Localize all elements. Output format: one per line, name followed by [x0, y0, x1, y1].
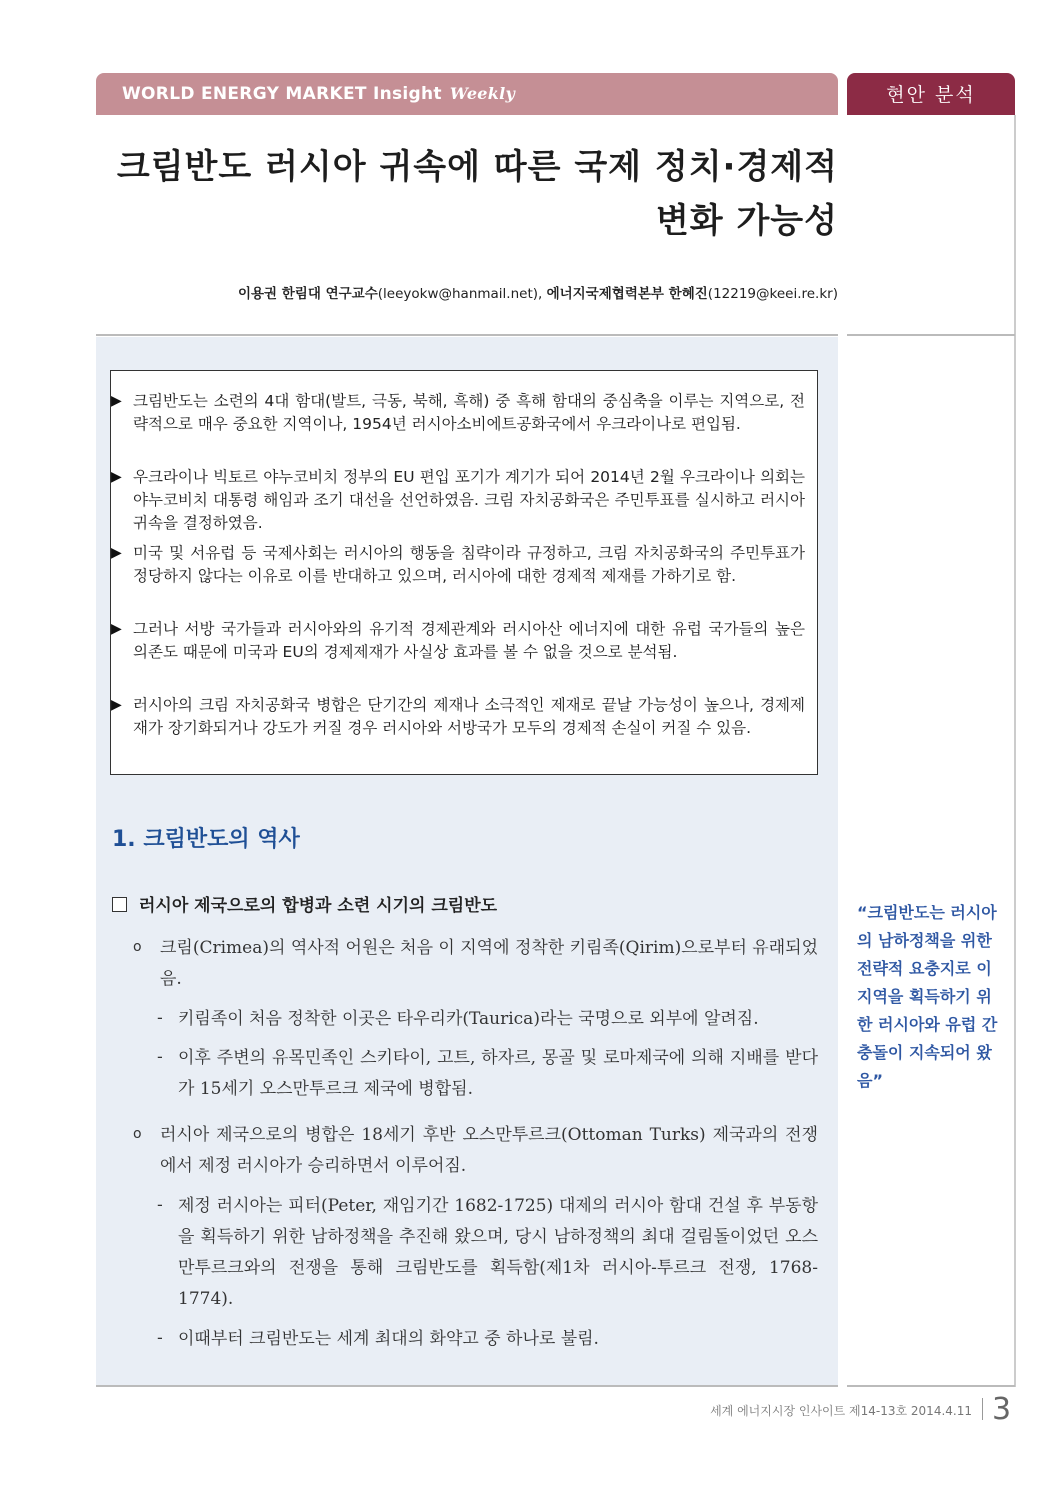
summary-text: 미국 및 서유럽 등 국제사회는 러시아의 행동을 침략이라 규정하고, 크림 자치공화국의 주민투표가 정당하지 않다는 이유로 이를 반대하고 있으며, 러시아에 대한 경제적 제재를 가하기로 함.	[133, 544, 805, 585]
author1-name: 이용권 한림대 연구교수	[237, 286, 378, 302]
dash-bullet-icon: -	[157, 1047, 163, 1066]
summary-item	[111, 542, 805, 588]
publication-title	[122, 84, 515, 104]
summary-item	[111, 390, 805, 436]
page-number: 3	[992, 1392, 1012, 1427]
summary-text: 크림반도는 소련의 4대 함대(발트, 극동, 북해, 흑해) 중 흑해 함대의 중심축을 이루는 지역으로, 전략적으로 매우 중요한 지역이나, 1954년 러시아소비에트공화국에서 우크라이나로 편입됨.	[133, 392, 805, 433]
circle-bullet-icon: o	[133, 1126, 142, 1142]
dash-bullet-icon: -	[157, 1328, 163, 1347]
divider-bottom-right	[847, 1385, 1015, 1387]
footer-issue: 세계 에너지시장 인사이트 제14-13호 2014.4.11	[710, 1404, 972, 1418]
summary-text: 러시아의 크림 자치공화국 병합은 단기간의 제재나 소극적인 제재로 끝날 가능성이 높으나, 경제제재가 장기화되거나 강도가 커질 경우 러시아와 서방국가 모두의 경제적 손실이 커질 수 있음.	[133, 696, 805, 737]
author2-email: (12219@keei.re.kr)	[707, 286, 838, 302]
circle-bullet-icon: o	[133, 939, 142, 955]
author2-name: 에너지국제협력본부 한혜진	[546, 286, 708, 302]
body-subitem: 이후 주변의 유목민족인 스키타이, 고트, 하자르, 몽골 및 로마제국에 의해 지배를 받다가 15세기 오스만투르크 제국에 병합됨.	[178, 1048, 818, 1099]
author-line	[96, 282, 838, 302]
body-subitem: 제정 러시아는 피터(Peter, 재임기간 1682-1725) 대제의 러시아 함대 건설 후 부동항을 획득하기 위한 남하정책을 추진해 왔으며, 당시 남하정책의 최대 걸림돌이었던 오스만투르크와의 전쟁을 통해 크림반도를 획득함(제1차 러시아-투르크 전쟁, 1768-1774).	[178, 1196, 818, 1309]
subsection-text: 러시아 제국으로의 합병과 소련 시기의 크림반도	[139, 896, 498, 916]
body-paragraph: 러시아 제국으로의 병합은 18세기 후반 오스만투르크(Ottoman Turks) 제국과의 전쟁에서 제정 러시아가 승리하면서 이루어짐.	[160, 1125, 818, 1176]
summary-text: 우크라이나 빅토르 야누코비치 정부의 EU 편입 포기가 계기가 되어 2014년 2월 우크라이나 의회는 야누코비치 대통령 해임과 조기 대선을 선언하였음. 크림 자치공화국은 주민투표를 실시하고 러시아 귀속을 결정하였음.	[133, 468, 805, 532]
publication-weekly: Weekly	[449, 84, 516, 103]
triangle-bullet-icon: ▶	[111, 621, 122, 637]
divider-top-left	[96, 334, 838, 336]
triangle-bullet-icon: ▶	[111, 697, 122, 713]
section-tag: 현안 분석	[847, 73, 1015, 115]
body-subitem: 키림족이 처음 정착한 이곳은 타우리카(Taurica)라는 국명으로 외부에 알려짐.	[178, 1009, 759, 1029]
summary-box	[110, 370, 818, 775]
right-divider	[1014, 115, 1016, 1387]
triangle-bullet-icon: ▶	[111, 545, 122, 561]
article-title-line1: 크림반도 러시아 귀속에 따른 국제 정치·경제적	[116, 147, 838, 187]
triangle-bullet-icon: ▶	[111, 469, 122, 485]
summary-item	[111, 618, 805, 664]
summary-item	[111, 694, 805, 740]
summary-text: 그러나 서방 국가들과 러시아와의 유기적 경제관계와 러시아산 에너지에 대한 유럽 국가들의 높은 의존도 때문에 미국과 EU의 경제제재가 사실상 효과를 볼 수 없을 것으로 분석됨.	[133, 620, 805, 661]
body-paragraph: 크림(Crimea)의 역사적 어원은 처음 이 지역에 정착한 키림족(Qirim)으로부터 유래되었음.	[160, 938, 818, 989]
footer-separator	[982, 1398, 983, 1420]
dash-bullet-icon: -	[157, 1195, 163, 1214]
subsection-title	[112, 891, 497, 916]
dash-bullet-icon: -	[157, 1008, 163, 1027]
pull-quote: “크림반도는 러시아의 남하정책을 위한 전략적 요충지로 이 지역을 획득하기 위한 러시아와 유럽 간 충돌이 지속되어 왔음”	[857, 903, 998, 1090]
divider-top-right	[847, 334, 1015, 336]
section-title: 1. 크림반도의 역사	[112, 827, 300, 852]
summary-item	[111, 466, 805, 535]
square-bullet-icon	[112, 897, 127, 912]
body-subitem: 이때부터 크림반도는 세계 최대의 화약고 중 하나로 불림.	[178, 1329, 599, 1349]
article-title-line2: 변화 가능성	[655, 201, 838, 241]
publication-name: WORLD ENERGY MARKET Insight	[122, 84, 442, 104]
author1-email: (leeyokw@hanmail.net),	[377, 286, 547, 302]
divider-bottom-left	[96, 1385, 838, 1387]
article-title	[96, 140, 838, 248]
triangle-bullet-icon: ▶	[111, 393, 122, 409]
